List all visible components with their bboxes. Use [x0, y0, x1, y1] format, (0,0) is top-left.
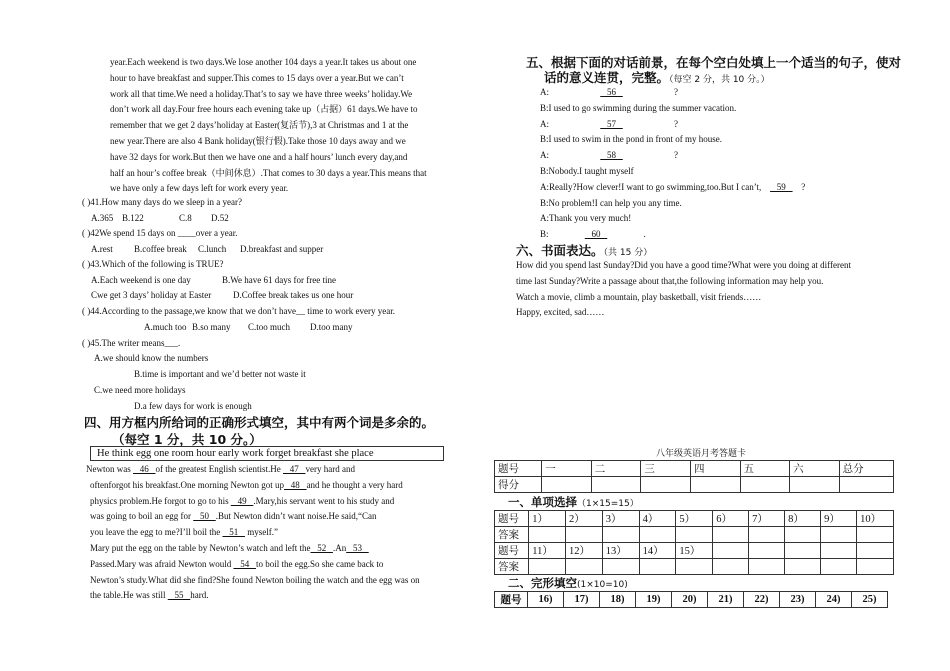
score-table [494, 460, 894, 493]
table-cell[interactable]: 5） [676, 511, 713, 527]
table-cell[interactable]: 21) [708, 592, 744, 608]
section6-note: （共 15 分） [603, 248, 653, 258]
table-cell[interactable] [639, 527, 676, 543]
table-row [495, 511, 894, 527]
section4-title: 四、用方框内所给词的正确形式填空，其中有两个词是多余的。 [84, 415, 435, 430]
table-cell: 答案 [495, 559, 529, 575]
option: C.too much [248, 322, 290, 332]
answer-blank: 51 [222, 527, 245, 538]
answer-blank: 46 [133, 464, 156, 474]
passage-line: work all that time.We need a holiday.That’s to say we have three weeks’ holiday.We [110, 88, 413, 99]
dialogue-line: B:I used to go swimming during the summer vacation. [540, 102, 737, 113]
table-cell[interactable]: 7） [749, 511, 785, 527]
section6-title-text: 六、书面表达。 [516, 243, 604, 258]
option: C.8 [179, 213, 192, 223]
table-cell[interactable] [857, 527, 894, 543]
dialogue-line: A: 57 ? [540, 118, 678, 129]
option: D.Coffee break takes us one hour [233, 290, 354, 300]
table-cell[interactable] [676, 559, 713, 575]
option: A.365 [91, 213, 114, 223]
table-cell[interactable] [713, 559, 749, 575]
cloze-line: Mary put the egg on the table by Newton’s watch and left the 52 .An 53 [90, 543, 369, 553]
answer-blank: 52 [310, 543, 333, 553]
table-cell[interactable] [839, 477, 893, 493]
table-cell: 答案 [495, 527, 529, 543]
table-cell[interactable]: 1） [529, 511, 566, 527]
option: B.time is important and we’d better not waste it [134, 369, 306, 379]
table-cell[interactable]: 3） [602, 511, 639, 527]
passage-line: new year.There are also 4 Bank holiday(银行假).Take those 10 days away and we [110, 136, 406, 146]
answer-section2-note: (1×10=10) [577, 580, 628, 590]
option: B.coffee break [134, 244, 187, 254]
answer-card-title: 八年级英语月考答题卡 [656, 448, 747, 458]
table-cell[interactable] [602, 559, 639, 575]
table-cell[interactable]: 2） [566, 511, 603, 527]
section4-subtitle: （每空 1 分，共 10 分。） [112, 432, 262, 447]
passage-line: don’t work all day.Four free hours each evening take up（占据）61 days.We have to [110, 104, 418, 115]
passage-line: have 32 days for work.But then we have one and a half hours’ lunch every day,and [110, 151, 408, 162]
question-stem: ( )43.Which of the following is TRUE? [82, 259, 224, 269]
answer-blank: 58 [600, 150, 623, 161]
table-row [495, 477, 894, 493]
table-cell[interactable] [641, 477, 691, 493]
answer-section2-title [508, 575, 628, 591]
table-cell[interactable] [857, 559, 894, 575]
table-cell[interactable]: 12） [566, 543, 603, 559]
table-cell[interactable] [566, 559, 603, 575]
table-cell[interactable]: 8） [785, 511, 821, 527]
cloze-line: oftenforgot his breakfast.One morning Newton got up 48 and he thought a very hard [90, 479, 403, 490]
writing-prompt-line: time last Sunday?Write a passage about that,the following information may help you. [516, 275, 824, 286]
table-cell[interactable]: 17) [564, 592, 600, 608]
table-cell[interactable]: 四 [690, 461, 740, 477]
answer-section1-note: （1×15=15） [577, 499, 639, 509]
table-cell[interactable]: 13） [602, 543, 639, 559]
answer-blank: 59 [770, 181, 793, 192]
table-cell[interactable] [821, 543, 857, 559]
section5-note: （每空 2 分，共 10 分。） [669, 75, 770, 85]
table-cell[interactable]: 总分 [839, 461, 893, 477]
option: A.we should know the numbers [94, 353, 209, 363]
option: B.We have 61 days for free tine [222, 275, 336, 285]
table-cell[interactable] [529, 559, 566, 575]
answer-blank: 48 [284, 479, 307, 490]
table-cell[interactable] [529, 527, 566, 543]
cloze-line: the table.He was still 55 hard. [90, 590, 209, 601]
word-box: He think egg one room hour early work forget breakfast she place [90, 446, 444, 461]
answer-section1-title-text: 一、单项选择 [508, 495, 577, 509]
passage-line: year.Each weekend is two days.We lose another 104 days a year.It takes us about one [110, 57, 417, 67]
cloze-line: Newton’s study.What did she find?She found Newton boiling the watch and the egg was on [90, 574, 420, 585]
writing-prompt-line: Watch a movie, climb a mountain, play basketball, visit friends…… [516, 291, 762, 302]
table-cell[interactable] [785, 559, 821, 575]
table-cell[interactable] [821, 527, 857, 543]
table-cell[interactable] [749, 527, 785, 543]
table-cell[interactable]: 10） [857, 511, 894, 527]
table-cell[interactable] [713, 527, 749, 543]
answer-blank: 49 [230, 495, 254, 506]
table-row [495, 461, 894, 477]
answer-blank: 50 [193, 511, 216, 522]
question-stem: ( )42We spend 15 days on ____over a year. [82, 228, 238, 238]
option: Cwe get 3 days’ holiday at Easter [91, 290, 212, 300]
table-cell: 题号 [495, 461, 542, 477]
table-cell[interactable]: 22) [744, 592, 780, 608]
option: B.so many [192, 322, 231, 332]
answer-section2-title-text: 二、完形填空 [508, 576, 577, 590]
table-cell[interactable]: 16) [528, 592, 564, 608]
table-row [495, 559, 894, 575]
table-cell[interactable] [542, 477, 592, 493]
table-cell[interactable]: 20) [672, 592, 708, 608]
writing-prompt-line: How did you spend last Sunday?Did you have a good time?What were you doing at different [516, 260, 852, 270]
answer-blank: 54 [233, 558, 256, 569]
answer-blank: 55 [167, 590, 191, 601]
option: B.122 [122, 213, 144, 223]
writing-prompt-line: Happy, excited, sad…… [516, 307, 605, 318]
table-cell[interactable]: 6） [713, 511, 749, 527]
passage-line: remember that we get 2 days’holiday at Easter(复活节),3 at Christmas and 1 at the [110, 120, 409, 131]
passage-line: hour to have breakfast and supper.This comes to 15 days over a year.But we can’t [110, 72, 404, 83]
dialogue-line: B:No problem!I can help you any time. [540, 197, 682, 208]
option: D.too many [310, 322, 353, 332]
table-cell[interactable]: 9） [821, 511, 857, 527]
cloze-line: physics problem.He forgot to go to his 49 .Mary,his servant went to his study and [90, 495, 395, 506]
dialogue-line: A:Thank you very much! [540, 213, 632, 224]
passage-line: we have only a few days left for work every year. [110, 183, 289, 194]
dialogue-line: A: 56 ? [540, 87, 678, 97]
table-cell[interactable] [821, 559, 857, 575]
passage-line: half an hour’s coffee break（中间休息）.That comes to 30 days a year.This means that [110, 167, 427, 178]
table-cell[interactable]: 11） [529, 543, 566, 559]
table-cell[interactable]: 一 [542, 461, 592, 477]
cloze-line: Newton was 46 of the greatest English scientist.He 47 very hard and [86, 464, 355, 474]
option: D.a few days for work is enough [134, 401, 252, 411]
table-cell[interactable] [857, 543, 894, 559]
table-cell[interactable]: 23) [780, 592, 816, 608]
dialogue-line: A:Really?How clever!I want to go swimming,too.But I can’t, 59 ? [540, 181, 806, 192]
table-cell[interactable] [740, 477, 790, 493]
table-cell[interactable] [602, 527, 639, 543]
table-row [495, 592, 888, 608]
table-cell[interactable] [785, 543, 821, 559]
table-cell[interactable]: 二 [591, 461, 641, 477]
option: A.much too [144, 322, 187, 332]
option: D.breakfast and supper [240, 244, 324, 254]
dialogue-line: B:I used to swim in the pond in front of my house. [540, 134, 722, 145]
table-cell[interactable]: 18) [600, 592, 636, 608]
choice-answer-table [494, 510, 894, 575]
answer-blank: 60 [584, 229, 608, 240]
option: A.Each weekend is one day [91, 275, 191, 285]
answer-blank: 47 [282, 464, 306, 474]
option: C.lunch [198, 244, 227, 254]
option: A.rest [91, 244, 113, 254]
answer-section1-title [508, 494, 639, 510]
table-cell: 题号 [495, 543, 529, 559]
table-cell[interactable] [639, 559, 676, 575]
dialogue-line: A: 58 ? [540, 150, 678, 161]
section6-title [516, 241, 652, 259]
table-cell: 得分 [495, 477, 542, 493]
answer-blank: 57 [600, 118, 623, 129]
question-stem: ( )44.According to the passage,we know that we don’t have__ time to work every year. [82, 306, 395, 316]
dialogue-line: B: 60 . [540, 229, 646, 240]
table-cell[interactable] [790, 477, 840, 493]
cloze-line: you leave the egg to me?I’ll boil the 51 myself.” [90, 527, 278, 538]
section5-title-line2 [544, 68, 770, 86]
table-row [495, 543, 894, 559]
table-cell[interactable] [690, 477, 740, 493]
cloze-answer-table [494, 591, 888, 608]
option: C.we need more holidays [94, 385, 186, 395]
answer-blank: 53 [346, 543, 369, 553]
table-cell[interactable] [785, 527, 821, 543]
table-row [495, 527, 894, 543]
question-stem: ( )41.How many days do we sleep in a year? [82, 197, 242, 207]
table-cell: 题号 [495, 592, 528, 608]
table-cell[interactable] [591, 477, 641, 493]
table-cell[interactable] [749, 559, 785, 575]
cloze-line: Passed.Mary was afraid Newton would 54 to boil the egg.So she came back to [90, 558, 384, 569]
table-cell: 题号 [495, 511, 529, 527]
question-stem: ( )45.The writer means___. [82, 338, 181, 348]
table-cell[interactable]: 六 [790, 461, 840, 477]
cloze-line: was going to boil an egg for 50 .But Newton didn’t want noise.He said,“Can [90, 511, 377, 522]
table-cell[interactable]: 19) [636, 592, 672, 608]
table-cell[interactable] [566, 527, 603, 543]
table-cell[interactable]: 14） [639, 543, 676, 559]
option: D.52 [211, 213, 229, 223]
table-cell[interactable]: 25) [852, 592, 888, 608]
table-cell[interactable] [749, 543, 785, 559]
table-cell[interactable]: 4） [639, 511, 676, 527]
section5-title-text: 话的意义连贯，完整。 [544, 70, 670, 85]
section5-title: 五、根据下面的对话前景，在每个空白处填上一个适当的句子，使对 [526, 55, 902, 70]
table-cell[interactable] [676, 527, 713, 543]
table-cell[interactable]: 15） [676, 543, 713, 559]
answer-blank: 56 [600, 87, 623, 97]
table-cell[interactable]: 五 [740, 461, 790, 477]
table-cell[interactable]: 三 [641, 461, 691, 477]
table-cell[interactable]: 24) [816, 592, 852, 608]
table-cell[interactable] [713, 543, 749, 559]
dialogue-line: B:Nobody.I taught myself [540, 166, 634, 176]
